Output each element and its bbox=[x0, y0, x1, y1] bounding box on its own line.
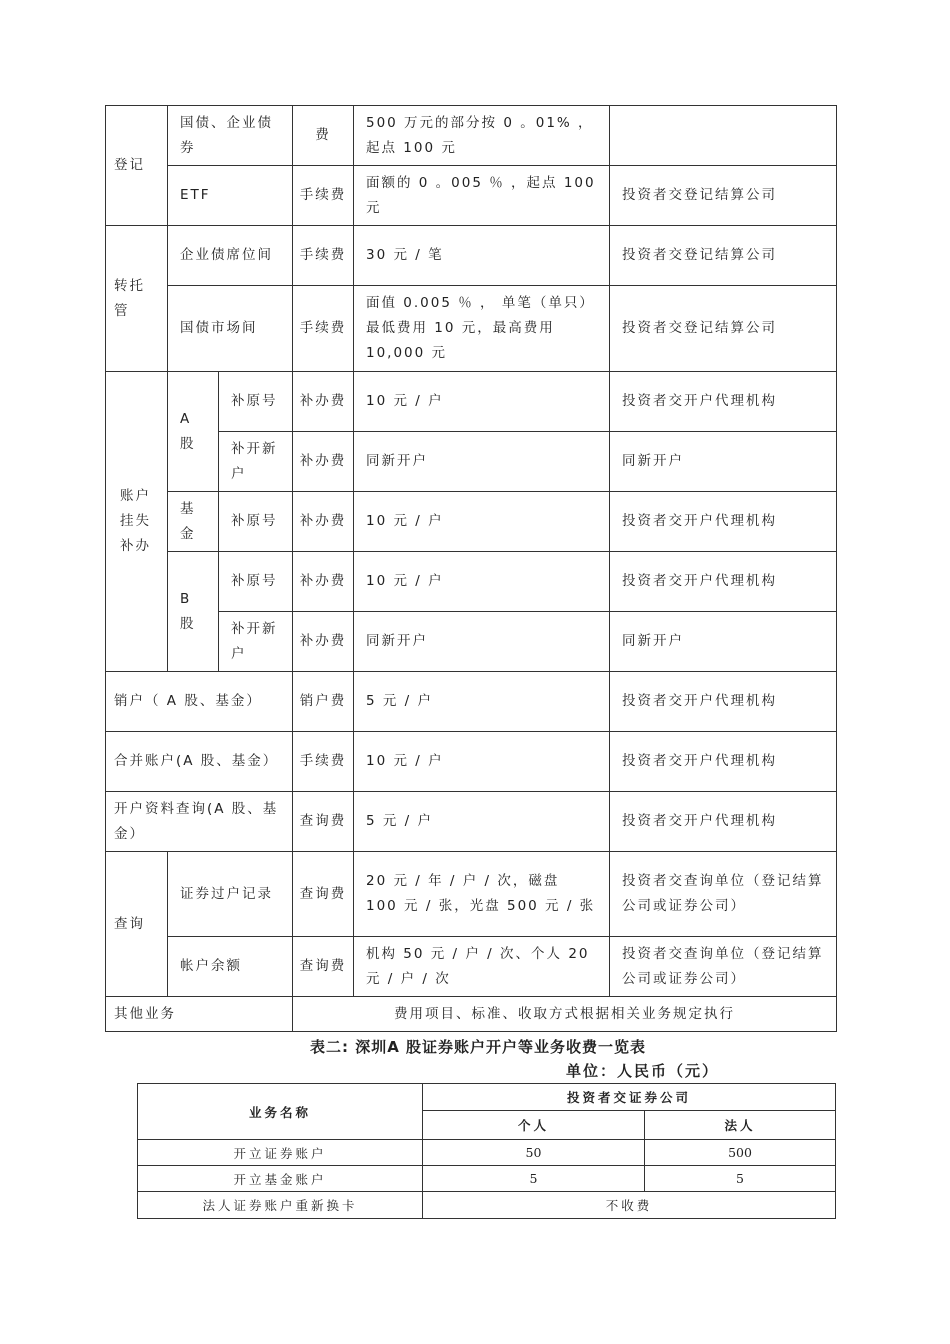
business-name-cell: 开立基金账户 bbox=[138, 1166, 423, 1192]
fee-type-cell: 补办费 bbox=[293, 372, 354, 432]
fee-standard-cell: 同新开户 bbox=[354, 432, 610, 492]
fee-table-2 bbox=[137, 1083, 836, 1219]
fee-type-cell: 手续费 bbox=[293, 732, 354, 792]
header-legal: 法人 bbox=[645, 1111, 836, 1140]
table-row bbox=[138, 1192, 836, 1219]
payer-cell: 投资者交登记结算公司 bbox=[610, 226, 837, 286]
table-row bbox=[138, 1140, 836, 1166]
table-row bbox=[106, 106, 837, 166]
table-caption: 表二: 深圳A 股证券账户开户等业务收费一览表 bbox=[310, 1038, 647, 1056]
stock-type-cell: B 股 bbox=[168, 552, 219, 672]
fee-standard-cell: 面额的 0 。005 ％ ，起点 100 元 bbox=[354, 166, 610, 226]
item-cell: 其他业务 bbox=[106, 997, 293, 1032]
fee-type-cell: 查询费 bbox=[293, 937, 354, 997]
legal-fee-cell: 500 bbox=[645, 1140, 836, 1166]
item-cell: 国债市场间 bbox=[168, 286, 293, 372]
item-cell: 企业债席位间 bbox=[168, 226, 293, 286]
payer-cell: 投资者交登记结算公司 bbox=[610, 166, 837, 226]
fee-type-cell: 补办费 bbox=[293, 612, 354, 672]
item-cell: 销户（ A 股、基金） bbox=[106, 672, 293, 732]
item-cell: 证券过户记录 bbox=[168, 852, 293, 937]
item-cell: 补原号 bbox=[219, 372, 293, 432]
fee-standard-cell: 5 元 / 户 bbox=[354, 792, 610, 852]
item-cell: 补原号 bbox=[219, 492, 293, 552]
table-row bbox=[106, 937, 837, 997]
category-cell: 账户挂失补办 bbox=[106, 372, 168, 672]
stock-type-cell: 基金 bbox=[168, 492, 219, 552]
fee-standard-cell: 500 万元的部分按 0 。01% ，起点 100 元 bbox=[354, 106, 610, 166]
unit-label: 单位：人民币（元） bbox=[566, 1062, 720, 1080]
fee-standard-cell: 20 元 / 年 / 户 / 次，磁盘 100 元 / 张，光盘 500 元 / 张 bbox=[354, 852, 610, 937]
payer-cell: 同新开户 bbox=[610, 612, 837, 672]
business-name-cell: 法人证券账户重新换卡 bbox=[138, 1192, 423, 1219]
item-cell: 帐户余额 bbox=[168, 937, 293, 997]
fee-type-cell: 补办费 bbox=[293, 492, 354, 552]
payer-cell: 同新开户 bbox=[610, 432, 837, 492]
table-row bbox=[106, 997, 837, 1032]
stock-type-cell: A 股 bbox=[168, 372, 219, 492]
category-cell: 登记 bbox=[106, 106, 168, 226]
fee-type-cell: 查询费 bbox=[293, 792, 354, 852]
table-row bbox=[106, 672, 837, 732]
header-business-name: 业务名称 bbox=[138, 1084, 423, 1140]
fee-cell: 不收费 bbox=[423, 1192, 836, 1219]
individual-fee-cell: 5 bbox=[423, 1166, 645, 1192]
fee-type-cell: 手续费 bbox=[293, 286, 354, 372]
payer-cell: 投资者交开户代理机构 bbox=[610, 372, 837, 432]
fee-type-cell: 手续费 bbox=[293, 226, 354, 286]
payer-cell: 投资者交查询单位（登记结算公司或证券公司） bbox=[610, 852, 837, 937]
fee-standard-cell: 10 元 / 户 bbox=[354, 372, 610, 432]
item-cell: 开户资料查询(A 股、基金） bbox=[106, 792, 293, 852]
payer-cell: 投资者交开户代理机构 bbox=[610, 792, 837, 852]
fee-standard-cell: 10 元 / 户 bbox=[354, 492, 610, 552]
fee-standard-cell: 面值 0.005 ％ ， 单笔（单只）最低费用 10 元，最高费用 10,000 元 bbox=[354, 286, 610, 372]
table-row bbox=[138, 1166, 836, 1192]
fee-type-cell: 费 bbox=[293, 106, 354, 166]
fee-type-cell: 查询费 bbox=[293, 852, 354, 937]
payer-cell: 投资者交开户代理机构 bbox=[610, 672, 837, 732]
table-row bbox=[106, 492, 837, 552]
item-cell: 补开新户 bbox=[219, 432, 293, 492]
payer-cell: 投资者交开户代理机构 bbox=[610, 732, 837, 792]
category-cell: 查询 bbox=[106, 852, 168, 997]
table-row bbox=[106, 166, 837, 226]
fee-standard-cell: 机构 50 元 / 户 / 次、个人 20 元 / 户 / 次 bbox=[354, 937, 610, 997]
fee-standard-cell: 10 元 / 户 bbox=[354, 552, 610, 612]
individual-fee-cell: 50 bbox=[423, 1140, 645, 1166]
payer-cell: 投资者交开户代理机构 bbox=[610, 552, 837, 612]
header-individual: 个人 bbox=[423, 1111, 645, 1140]
item-cell: 补开新户 bbox=[219, 612, 293, 672]
header-payer: 投资者交证券公司 bbox=[423, 1084, 836, 1111]
payer-cell: 投资者交登记结算公司 bbox=[610, 286, 837, 372]
note-cell: 费用项目、标准、收取方式根据相关业务规定执行 bbox=[293, 997, 837, 1032]
fee-standard-cell: 同新开户 bbox=[354, 612, 610, 672]
fee-type-cell: 手续费 bbox=[293, 166, 354, 226]
legal-fee-cell: 5 bbox=[645, 1166, 836, 1192]
table-row bbox=[106, 372, 837, 432]
fee-type-cell: 补办费 bbox=[293, 552, 354, 612]
business-name-cell: 开立证券账户 bbox=[138, 1140, 423, 1166]
item-cell: 补原号 bbox=[219, 552, 293, 612]
item-cell: 国债、企业债券 bbox=[168, 106, 293, 166]
fee-table-1 bbox=[105, 105, 837, 1032]
table-header-row bbox=[138, 1084, 836, 1111]
table-row bbox=[106, 732, 837, 792]
payer-cell: 投资者交开户代理机构 bbox=[610, 492, 837, 552]
table-row bbox=[106, 226, 837, 286]
payer-cell bbox=[610, 106, 837, 166]
category-cell: 转托管 bbox=[106, 226, 168, 372]
fee-standard-cell: 5 元 / 户 bbox=[354, 672, 610, 732]
fee-type-cell: 销户费 bbox=[293, 672, 354, 732]
item-cell: ETF bbox=[168, 166, 293, 226]
table-row bbox=[106, 286, 837, 372]
fee-type-cell: 补办费 bbox=[293, 432, 354, 492]
table-row bbox=[106, 552, 837, 612]
payer-cell: 投资者交查询单位（登记结算公司或证券公司） bbox=[610, 937, 837, 997]
fee-standard-cell: 30 元 / 笔 bbox=[354, 226, 610, 286]
item-cell: 合并账户(A 股、基金） bbox=[106, 732, 293, 792]
table-row bbox=[106, 792, 837, 852]
table-row bbox=[106, 852, 837, 937]
fee-standard-cell: 10 元 / 户 bbox=[354, 732, 610, 792]
